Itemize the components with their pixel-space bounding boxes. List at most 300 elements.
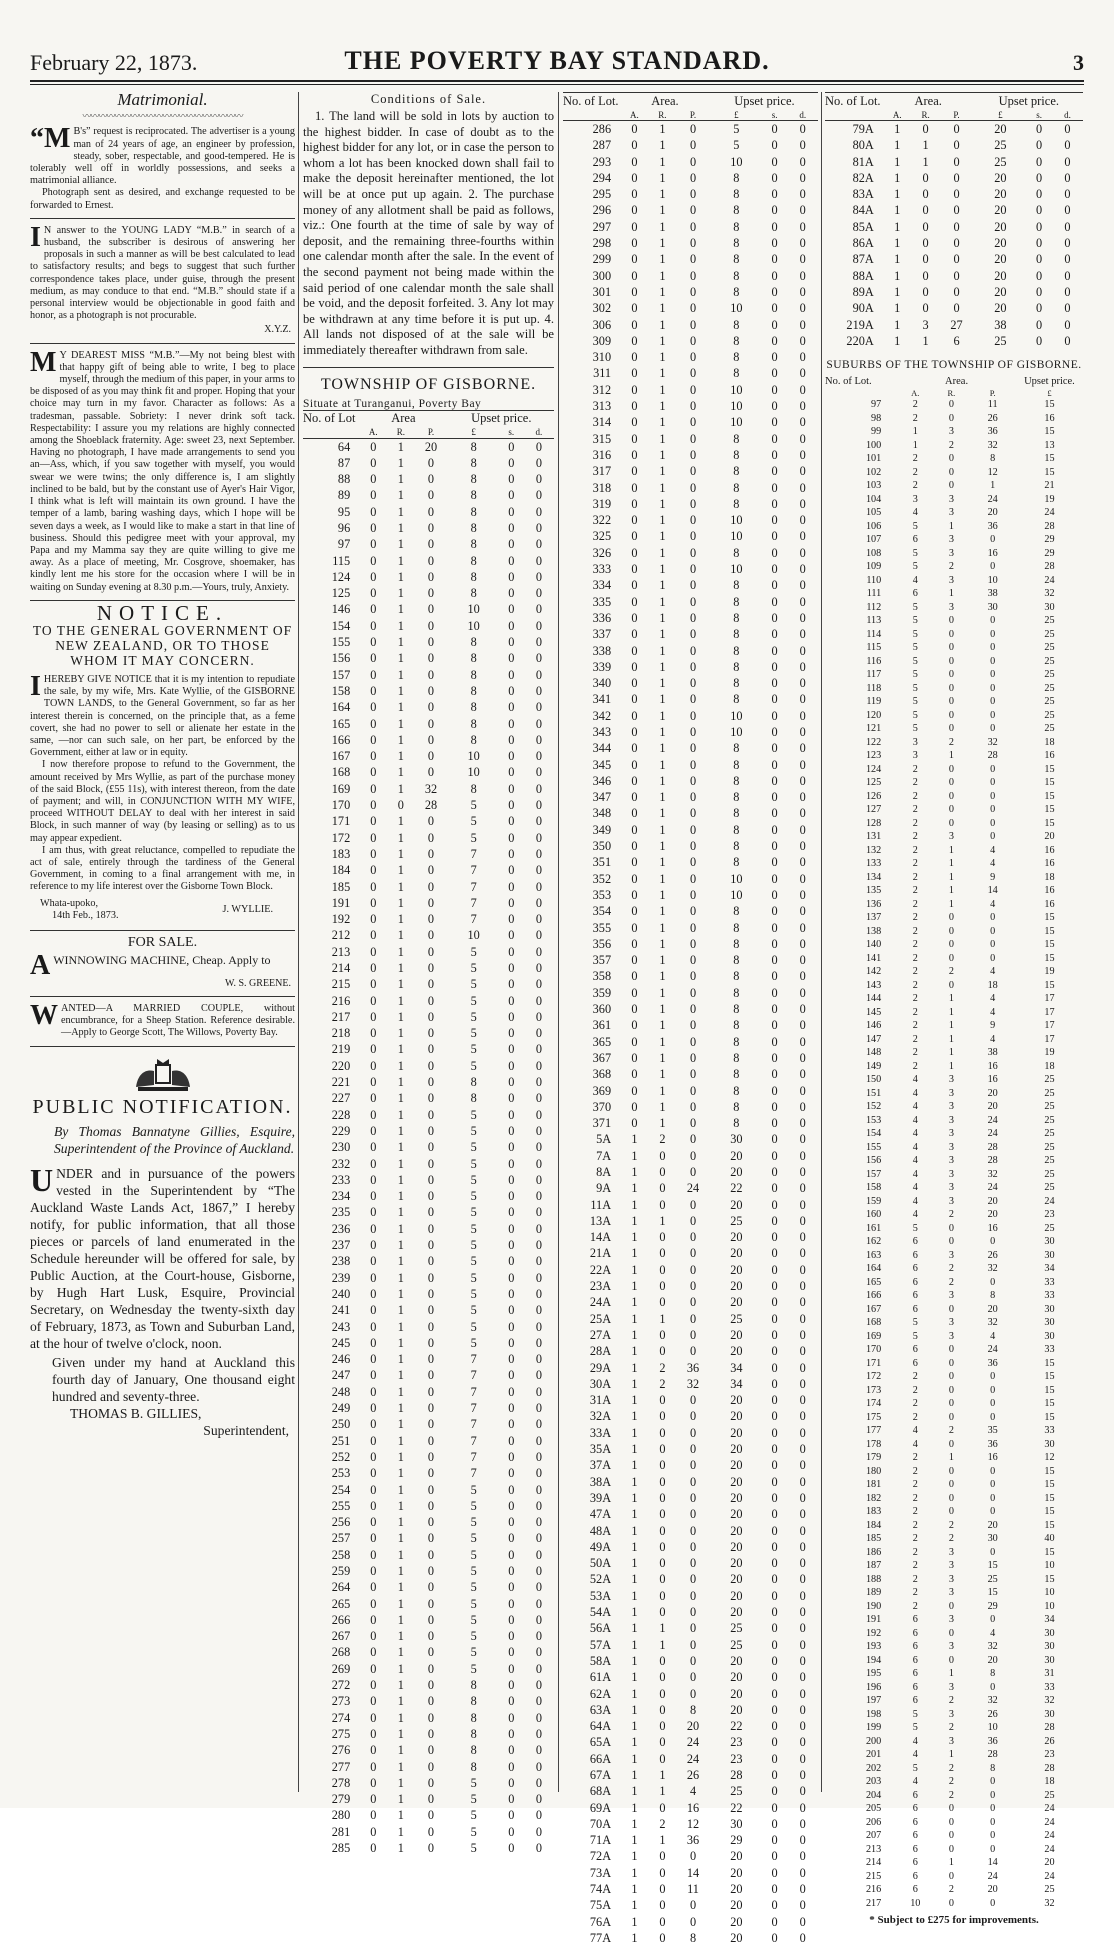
table-row	[303, 1807, 554, 1823]
table-cell: 1	[659, 757, 666, 772]
table-cell: 24	[987, 1344, 998, 1356]
table-cell: 0	[659, 1556, 666, 1571]
table-cell: 0	[953, 154, 960, 169]
table-row	[825, 1046, 1083, 1060]
table-cell: 1	[397, 520, 404, 535]
lot-number: 114	[866, 628, 882, 640]
table-cell: 25	[994, 138, 1007, 153]
table-row	[825, 1370, 1083, 1384]
lot-number: 356	[592, 936, 612, 951]
table-cell: 0	[508, 1433, 515, 1448]
lot-number: 236	[331, 1221, 351, 1236]
table-row	[825, 1019, 1083, 1033]
lot-number: 116	[866, 655, 882, 667]
table-cell: 1	[894, 301, 901, 316]
table-cell: 5	[470, 814, 477, 829]
table-cell: 5	[470, 1221, 477, 1236]
table-cell: 0	[948, 1843, 954, 1855]
table-cell: 0	[427, 569, 435, 584]
table-cell: 5	[470, 1156, 477, 1171]
table-cell: 0	[799, 1784, 806, 1799]
table-cell: 8	[733, 480, 740, 495]
table-cell: 0	[508, 765, 515, 780]
table-cell: 0	[689, 610, 697, 625]
table-cell: 0	[948, 696, 954, 708]
table-cell: 0	[771, 513, 778, 528]
table-cell: 0	[508, 1841, 515, 1856]
lot-number: 347	[592, 790, 612, 805]
table-cell: 0	[535, 1531, 542, 1546]
table-cell: 6	[912, 1681, 918, 1693]
table-cell: 0	[771, 627, 778, 642]
table-cell: 23	[730, 1735, 743, 1750]
table-cell: 0	[990, 1236, 996, 1248]
table-cell: 16	[1044, 898, 1055, 910]
table-cell: 0	[990, 1398, 996, 1410]
table-cell: 0	[689, 382, 697, 397]
lot-number: 355	[592, 920, 612, 935]
lot-number: 169	[865, 1330, 882, 1342]
table-cell: 5	[912, 696, 918, 708]
lot-number: 138	[865, 925, 882, 937]
table-cell: 1	[397, 1009, 404, 1024]
table-row	[303, 1482, 554, 1498]
lot-number: 191	[865, 1614, 882, 1626]
table-cell: 1	[631, 1344, 638, 1359]
table-row	[825, 1262, 1083, 1276]
table-cell: 0	[427, 814, 435, 829]
table-cell: 0	[990, 1830, 996, 1842]
table-cell: 8	[470, 586, 477, 601]
table-cell: 10	[730, 301, 743, 316]
table-cell: 10	[730, 154, 743, 169]
table-cell: 0	[799, 1539, 806, 1554]
table-cell: 0	[689, 1002, 697, 1017]
table-cell: 1	[397, 1433, 404, 1448]
table-cell: 1	[659, 741, 666, 756]
table-cell: 0	[689, 138, 697, 153]
table-row	[563, 268, 818, 284]
table-cell: 0	[771, 301, 778, 316]
table-cell: 0	[427, 1058, 435, 1073]
table-cell: 0	[508, 912, 515, 927]
lot-number: 239	[331, 1270, 351, 1285]
table-cell: 2	[912, 1047, 918, 1059]
table-cell: 0	[427, 1612, 435, 1627]
table-cell: 0	[508, 1449, 515, 1464]
table-row	[303, 1596, 554, 1612]
lot-number: 316	[592, 447, 612, 462]
table-cell: 2	[948, 1695, 954, 1707]
table-cell: 0	[953, 301, 960, 316]
table-cell: 0	[771, 1474, 778, 1489]
table-cell: 0	[1036, 122, 1043, 136]
table-cell: 0	[427, 1319, 435, 1334]
lot-number: 192	[865, 1627, 882, 1639]
table-cell: 0	[771, 1816, 778, 1831]
table-cell: 0	[799, 1605, 806, 1620]
table-cell: 0	[799, 1409, 806, 1424]
table-cell: 0	[948, 763, 954, 775]
lot-number: 96	[337, 520, 351, 535]
table-cell: 0	[370, 1221, 377, 1236]
table-cell: 20	[730, 1523, 743, 1538]
table-cell: 0	[771, 447, 778, 462]
table-cell: 25	[730, 1621, 743, 1636]
table-cell: 0	[799, 871, 806, 886]
table-cell: 1	[397, 455, 404, 470]
table-row	[563, 675, 818, 691]
table-cell: 10	[730, 871, 743, 886]
unit-header: R.	[396, 427, 405, 437]
table-cell: 0	[799, 1849, 806, 1864]
table-cell: 2	[912, 817, 918, 829]
table-cell: 0	[535, 488, 542, 503]
table-cell: 24	[987, 1870, 998, 1882]
table-cell: 0	[799, 1670, 806, 1685]
lot-number: 237	[331, 1238, 351, 1253]
table-cell: 0	[771, 936, 778, 951]
table-cell: 0	[508, 1580, 515, 1595]
table-cell: 8	[733, 350, 740, 365]
table-cell: 3	[948, 1546, 954, 1558]
table-cell: 5	[470, 1254, 477, 1269]
table-cell: 1	[631, 1409, 638, 1424]
table-cell: 2	[912, 1506, 918, 1518]
table-cell: 20	[730, 1295, 743, 1310]
for-sale-text: WINNOWING MACHINE, Cheap. Apply to	[53, 952, 271, 967]
table-cell: 10	[467, 765, 480, 780]
table-cell: 0	[427, 1172, 435, 1187]
table-row	[563, 1848, 818, 1864]
table-cell: 0	[427, 1254, 435, 1269]
table-cell: 0	[535, 1841, 542, 1856]
table-cell: 0	[799, 1474, 806, 1489]
table-row	[303, 1775, 554, 1791]
table-cell: 0	[659, 1507, 666, 1522]
table-cell: 0	[771, 578, 778, 593]
lot-number: 338	[592, 643, 612, 658]
table-cell: 1	[397, 618, 404, 633]
table-cell: 0	[689, 969, 697, 984]
table-row	[825, 506, 1083, 520]
table-cell: 1	[397, 667, 404, 682]
table-cell: 0	[689, 1230, 697, 1245]
table-cell: 6	[912, 1236, 918, 1248]
table-cell: 1	[631, 1670, 638, 1685]
table-cell: 32	[987, 1317, 998, 1329]
table-cell: 0	[689, 350, 697, 365]
table-cell: 1	[659, 170, 666, 185]
table-cell: 0	[771, 1784, 778, 1799]
table-cell: 0	[771, 1588, 778, 1603]
table-cell: 0	[689, 692, 697, 707]
table-cell: 20	[424, 439, 438, 454]
table-cell: 1	[922, 333, 929, 348]
table-cell: 0	[1064, 138, 1071, 153]
table-cell: 1	[631, 1849, 638, 1864]
table-row	[303, 879, 554, 895]
table-cell: 8	[733, 252, 740, 267]
table-cell: 1	[659, 187, 666, 202]
table-cell: 0	[689, 594, 697, 609]
table-cell: 2	[912, 412, 918, 424]
table-row	[825, 1829, 1083, 1843]
table-cell: 0	[799, 643, 806, 658]
lot-number: 228	[331, 1107, 351, 1122]
lot-number: 235	[331, 1205, 351, 1220]
table-cell: 0	[1036, 170, 1043, 185]
table-cell: 0	[631, 839, 638, 854]
lot-number: 8A	[596, 1165, 612, 1179]
table-cell: 0	[370, 944, 377, 959]
table-cell: 0	[799, 431, 806, 446]
wanted-text: ANTED—A MARRIED COUPLE, without encumbrance, for a Sheep Station. Reference desirable.—Apply to George Scott, The Willows, Poverty Bay.	[61, 1002, 295, 1039]
table-row	[563, 1816, 818, 1832]
table-cell: 0	[799, 415, 806, 430]
table-cell: 0	[508, 1710, 515, 1725]
unit-header: R.	[921, 109, 930, 120]
lot-number: 312	[592, 382, 612, 397]
table-cell: 1	[659, 904, 666, 919]
table-cell: 1	[631, 1165, 638, 1179]
table-cell: 16	[987, 1060, 998, 1072]
table-row	[563, 463, 818, 479]
table-cell: 25	[1044, 1141, 1055, 1153]
table-row	[303, 862, 554, 878]
lot-number: 162	[865, 1236, 882, 1248]
table-row	[825, 925, 1083, 939]
table-cell: 0	[799, 513, 806, 528]
lot-number: 371	[592, 1116, 612, 1131]
table-cell: 2	[912, 952, 918, 964]
table-cell: 0	[799, 806, 806, 821]
table-cell: 0	[689, 154, 697, 169]
table-cell: 1	[631, 1621, 638, 1636]
table-row	[825, 1573, 1083, 1587]
lot-number: 180	[865, 1465, 882, 1477]
lot-number: 141	[865, 952, 882, 964]
table-row	[825, 736, 1083, 750]
table-cell: 5	[912, 628, 918, 640]
table-row	[563, 757, 818, 773]
table-cell: 0	[631, 904, 638, 919]
table-cell: 1	[397, 1026, 404, 1041]
table-cell: 0	[771, 1800, 778, 1815]
table-cell: 4	[990, 858, 996, 870]
table-cell: 0	[922, 236, 929, 251]
table-cell: 1	[631, 1295, 638, 1310]
lot-number: 181	[865, 1479, 882, 1491]
table-cell: 0	[370, 700, 377, 715]
lot-number: 32A	[589, 1409, 612, 1424]
table-cell: 0	[508, 1172, 515, 1187]
table-cell: 0	[535, 1058, 542, 1073]
lot-number: 240	[331, 1286, 351, 1301]
table-cell: 8	[733, 741, 740, 756]
table-cell: 16	[1044, 885, 1055, 897]
table-cell: 2	[912, 993, 918, 1005]
table-row	[563, 789, 818, 805]
lot-number: 27A	[589, 1327, 612, 1342]
unit-header: £	[1047, 387, 1052, 398]
divider	[30, 1046, 295, 1047]
table-cell: 14	[987, 1857, 998, 1869]
table-cell: 0	[771, 1898, 778, 1913]
table-cell: 0	[1064, 170, 1071, 185]
table-cell: 0	[535, 602, 542, 617]
table-cell: 20	[730, 1327, 743, 1342]
table-row	[825, 493, 1083, 507]
lot-number: 73A	[589, 1865, 612, 1880]
table-cell: 0	[370, 1775, 377, 1790]
table-cell: 0	[689, 1279, 697, 1294]
table-row	[825, 830, 1083, 844]
table-cell: 0	[631, 643, 638, 658]
table-cell: 2	[912, 1060, 918, 1072]
table-cell: 1	[948, 1033, 954, 1045]
table-cell: 34	[730, 1376, 743, 1391]
table-row	[563, 724, 818, 740]
table-cell: 0	[508, 1743, 515, 1758]
table-cell: 23	[730, 1751, 743, 1766]
table-cell: 1	[948, 898, 954, 910]
table-cell: 0	[370, 1205, 377, 1220]
table-cell: 4	[912, 1128, 918, 1140]
table-cell: 10	[730, 708, 743, 723]
lot-number: 217	[865, 1897, 882, 1909]
table-row	[563, 1229, 818, 1245]
table-cell: 0	[799, 317, 806, 332]
table-cell: 9	[990, 871, 996, 883]
table-cell: 0	[535, 1596, 542, 1611]
table-cell: 1	[659, 301, 666, 316]
table-cell: 1	[659, 643, 666, 658]
table-cell: 16	[1044, 412, 1055, 424]
table-cell: 1	[922, 154, 929, 169]
table-cell: 0	[771, 219, 778, 234]
table-row	[303, 618, 554, 634]
table-row	[303, 683, 554, 699]
table-cell: 0	[948, 952, 954, 964]
table-cell: 20	[730, 1279, 743, 1294]
lot-number: 213	[331, 944, 351, 959]
table-cell: 0	[370, 749, 377, 764]
table-row	[563, 1702, 818, 1718]
table-cell: 0	[799, 203, 806, 218]
table-cell: 1	[397, 1531, 404, 1546]
table-cell: 0	[1036, 219, 1043, 234]
table-cell: 3	[948, 1074, 954, 1086]
table-cell: 8	[733, 839, 740, 854]
table-cell: 0	[631, 317, 638, 332]
table-cell: 25	[994, 154, 1007, 169]
table-cell: 1	[397, 1238, 404, 1253]
table-cell: 25	[1044, 1087, 1055, 1099]
table-row	[825, 979, 1083, 993]
table-row	[303, 1400, 554, 1416]
table-cell: 18	[1044, 871, 1055, 883]
lot-number: 194	[865, 1654, 882, 1666]
lot-number: 154	[331, 618, 351, 633]
table-cell: 0	[799, 1735, 806, 1750]
table-row	[825, 1843, 1083, 1857]
table-cell: 0	[799, 1507, 806, 1522]
table-cell: 4	[689, 1784, 697, 1799]
table-cell: 0	[370, 1058, 377, 1073]
table-cell: 0	[508, 1075, 515, 1090]
table-cell: 0	[771, 1490, 778, 1505]
table-cell: 5	[470, 1107, 477, 1122]
table-row	[563, 1457, 818, 1473]
table-cell: 2	[912, 1573, 918, 1585]
lot-number: 302	[592, 301, 612, 316]
table-cell: 0	[535, 993, 542, 1008]
table-cell: 0	[659, 1849, 666, 1864]
table-cell: 0	[689, 904, 697, 919]
table-cell: 1	[631, 1767, 638, 1782]
table-cell: 0	[427, 1335, 435, 1350]
table-cell: 0	[508, 1270, 515, 1285]
table-cell: 2	[912, 1411, 918, 1423]
divider	[30, 930, 295, 931]
table-cell: 0	[659, 1148, 666, 1163]
table-cell: 0	[659, 1751, 666, 1766]
town-lots-table-continued	[563, 92, 818, 1946]
table-row	[825, 1438, 1083, 1452]
table-cell: 1	[397, 1123, 404, 1138]
table-cell: 8	[470, 1759, 477, 1774]
table-cell: 0	[631, 252, 638, 267]
table-cell: 3	[948, 426, 954, 438]
table-cell: 0	[631, 773, 638, 788]
table-cell: 4	[990, 844, 996, 856]
table-cell: 1	[631, 1474, 638, 1489]
table-cell: 0	[948, 412, 954, 424]
table-cell: 1	[659, 219, 666, 234]
table-cell: 0	[370, 1238, 377, 1253]
table-cell: 6	[912, 588, 918, 600]
table-cell: 0	[948, 790, 954, 802]
lot-number: 157	[331, 667, 351, 682]
lot-number: 13A	[589, 1213, 612, 1228]
unit-header: s.	[1036, 109, 1042, 120]
table-cell: 1	[631, 1425, 638, 1440]
table-cell: 0	[689, 757, 697, 772]
table-cell: 0	[370, 1743, 377, 1758]
table-row	[563, 903, 818, 919]
table-cell: 20	[730, 1605, 743, 1620]
table-cell: 0	[689, 1083, 697, 1098]
table-cell: 0	[508, 1221, 515, 1236]
table-cell: 0	[370, 830, 377, 845]
table-cell: 0	[631, 284, 638, 299]
table-cell: 0	[799, 627, 806, 642]
table-cell: 40	[1044, 1533, 1055, 1545]
table-cell: 0	[771, 887, 778, 902]
table-cell: 0	[689, 1539, 697, 1554]
table-cell: 0	[948, 817, 954, 829]
table-cell: 8	[470, 455, 477, 470]
table-cell: 0	[370, 651, 377, 666]
table-cell: 0	[689, 480, 697, 495]
table-cell: 1	[659, 594, 666, 609]
table-cell: 25	[1044, 655, 1055, 667]
table-cell: 0	[427, 1238, 435, 1253]
table-row	[825, 1762, 1083, 1776]
table-cell: 1	[397, 977, 404, 992]
lot-number: 280	[331, 1808, 351, 1823]
